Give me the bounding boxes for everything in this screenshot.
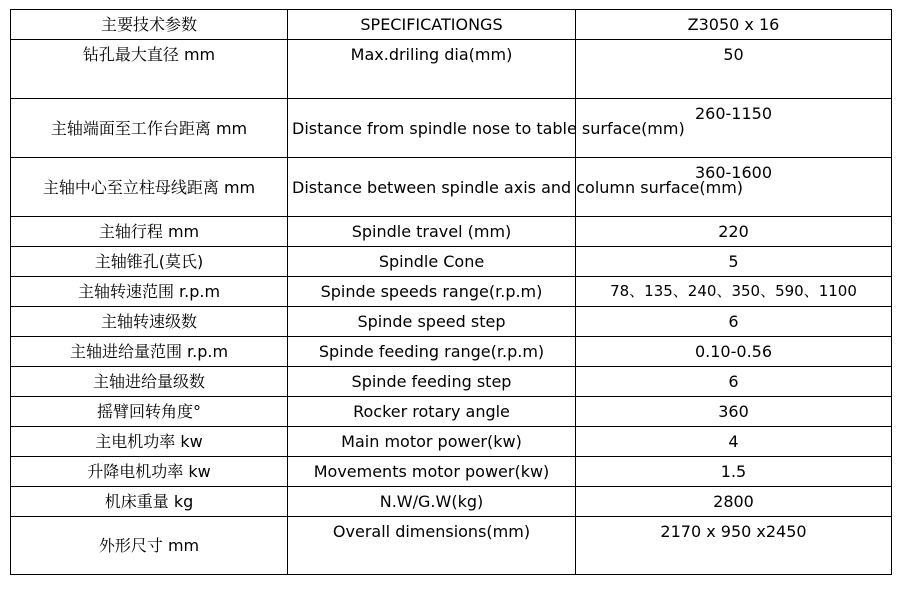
- param-cell: 主轴转速范围 r.p.m: [11, 277, 288, 307]
- value-cell: 2170 x 950 x2450: [576, 517, 892, 575]
- spec-cell: Spinde speed step: [288, 307, 576, 337]
- param-cell: 主轴中心至立柱母线距离 mm: [11, 158, 288, 217]
- spec-cell: Main motor power(kw): [288, 427, 576, 457]
- value-cell: 6: [576, 307, 892, 337]
- spec-cell: Max.driling dia(mm): [288, 40, 576, 99]
- param-cell: 钻孔最大直径 mm: [11, 40, 288, 99]
- table-row: [11, 427, 892, 457]
- value-cell: 4: [576, 427, 892, 457]
- spec-cell: Spindle Cone: [288, 247, 576, 277]
- table-row: [11, 99, 892, 158]
- value-cell: 6: [576, 367, 892, 397]
- header-model-cell: Z3050 x 16: [576, 10, 892, 40]
- param-cell: 主轴端面至工作台距离 mm: [11, 99, 288, 158]
- header-spec-cell: SPECIFICATIONGS: [288, 10, 576, 40]
- spec-cell: Rocker rotary angle: [288, 397, 576, 427]
- param-cell: 主轴进给量范围 r.p.m: [11, 337, 288, 367]
- spec-cell: Overall dimensions(mm): [288, 517, 576, 575]
- table-row: [11, 397, 892, 427]
- param-cell: 主轴锥孔(莫氏): [11, 247, 288, 277]
- param-cell: 主轴转速级数: [11, 307, 288, 337]
- table-row: [11, 457, 892, 487]
- table-row: [11, 367, 892, 397]
- table-row: [11, 307, 892, 337]
- value-cell: 360: [576, 397, 892, 427]
- spec-cell: Movements motor power(kw): [288, 457, 576, 487]
- table-row: [11, 40, 892, 99]
- spec-cell: Spindle travel (mm): [288, 217, 576, 247]
- table-row: [11, 247, 892, 277]
- table-header-row: [11, 10, 892, 40]
- value-cell: 360-1600: [576, 158, 892, 217]
- spec-cell: Spinde feeding step: [288, 367, 576, 397]
- spec-cell: Distance between spindle axis and column surface(mm): [288, 158, 576, 217]
- specifications-table: [10, 9, 892, 575]
- value-cell: 2800: [576, 487, 892, 517]
- value-cell: 220: [576, 217, 892, 247]
- header-param-cell: 主要技术参数: [11, 10, 288, 40]
- value-cell: 260-1150: [576, 99, 892, 158]
- table-row: [11, 277, 892, 307]
- spec-cell: Distance from spindle nose to table surface(mm): [288, 99, 576, 158]
- table-row: [11, 217, 892, 247]
- param-cell: 主轴进给量级数: [11, 367, 288, 397]
- spec-cell: Spinde feeding range(r.p.m): [288, 337, 576, 367]
- table-row: [11, 517, 892, 575]
- value-cell: 5: [576, 247, 892, 277]
- spec-cell: Spinde speeds range(r.p.m): [288, 277, 576, 307]
- param-cell: 机床重量 kg: [11, 487, 288, 517]
- param-cell: 摇臂回转角度°: [11, 397, 288, 427]
- param-cell: 主轴行程 mm: [11, 217, 288, 247]
- table-row: [11, 337, 892, 367]
- table-row: [11, 158, 892, 217]
- value-cell: 78、135、240、350、590、1100: [576, 277, 892, 307]
- value-cell: 1.5: [576, 457, 892, 487]
- param-cell: 升降电机功率 kw: [11, 457, 288, 487]
- param-cell: 外形尺寸 mm: [11, 517, 288, 575]
- spec-cell: N.W/G.W(kg): [288, 487, 576, 517]
- param-cell: 主电机功率 kw: [11, 427, 288, 457]
- value-cell: 50: [576, 40, 892, 99]
- value-cell: 0.10-0.56: [576, 337, 892, 367]
- table-row: [11, 487, 892, 517]
